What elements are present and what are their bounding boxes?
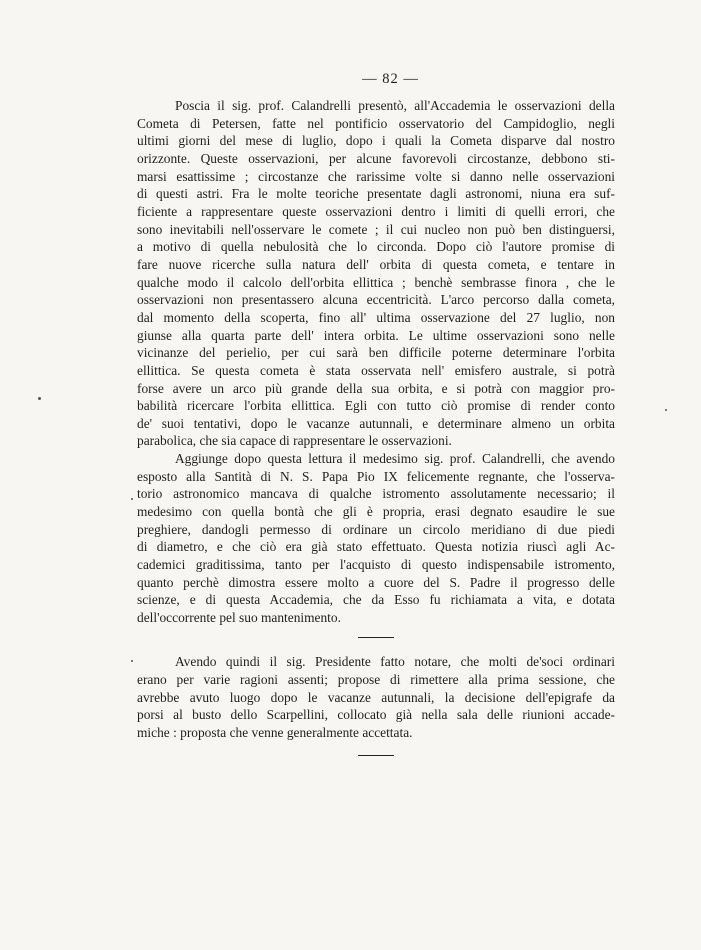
text-line: Poscia il sig. prof. Calandrelli presentò, all'Accademia le osservazioni della [175,98,615,113]
text-line: preghiere, dandogli permesso di ordinare un circolo meridiano di due piedi [137,521,615,537]
text-line: sono inevitabili nell'osservare le comete ; il cui nucleo non può ben distinguersi, [137,221,615,237]
text-line: a motivo di quella nebulosità che lo circonda. Dopo ciò l'autore promise di [137,239,615,255]
paragraph-calandrelli-comet [137,97,615,450]
text-line: parabolica, che sia capace di rappresentare le osservazioni. [137,433,452,449]
text-line: Aggiunge dopo questa lettura il medesimo sig. prof. Calandrelli, che avendo [175,451,615,467]
paper-speck [131,498,133,500]
text-line: porsi al busto dello Scarpellini, collocato già nella sala delle riunioni accade- [137,707,615,723]
text-line: marsi esattissime ; circostanze che rarissime volte si danno nelle osservazioni [137,168,615,184]
text-line: Cometa di Petersen, fatte nel pontificio osservatorio del Campidoglio, negli [137,115,615,131]
text-line: esposto alla Santità di N. S. Papa Pio IX felicemente regnante, che l'osserva- [137,468,615,484]
page-number: — 82 — [362,71,419,87]
text-line: orizzonte. Queste osservazioni, per alcune favorevoli circostanze, debbono sti- [137,150,615,166]
paragraph-meridian-circle [137,450,615,627]
text-line: di questi astri. Fra le molte teoriche presentate dagli astronomi, niuna era suf- [137,186,615,202]
text-line: quanto perchè dimostra essere molto a cuore del S. Padre il progresso delle [137,574,615,590]
text-line: di diametro, e che ciò era già stato effettuato. Questa notizia riuscì agli Ac- [137,539,615,555]
text-line: forse avere un arco più grande della sua orbita, e si potrà con maggior pro- [137,380,615,396]
text-line: de' suoi tentativi, dopo le vacanze autunnali, e determinare almeno un orbita [137,415,615,431]
text-line: ellittica. Se questa cometa è stata osservata nell' emisfero australe, si potrà [137,362,615,378]
text-line: qualche modo il calcolo dell'orbita ellittica ; benchè sembrasse finora , che le [137,274,615,290]
text-line: dell'occorrente pel suo mantenimento. [137,610,341,626]
text-line: torio astronomico mancava di qualche istromento assolutamente necessario; il [137,486,615,502]
text-line: giunse alla quarta parte dell' intera orbita. Le ultime osservazioni sono nelle [137,327,615,343]
text-line: scienze, e di questa Accademia, che da Esso fu richiamata a vita, e dotata [137,592,615,608]
paper-speck [131,660,133,662]
paper-speck [665,409,667,411]
text-line: ultimi giorni del mese di luglio, dopo i quali la Cometa disparve dal nostro [137,133,615,149]
paragraph-scarpellini-epigraph [137,653,615,741]
text-line: avrebbe avuto luogo dopo le vacanze autunnali, la decisione dell'epigrafe da [137,689,615,705]
text-line: ficiente a rappresentare queste osservazioni dentro i limiti di quelli errori, che [137,203,615,219]
text-line: erano per varie ragioni assenti; propose di rimettere alla prima sessione, che [137,671,615,687]
text-line: fare nuove ricerche sulla natura dell' orbita di questa cometa, e tentare in [137,256,615,272]
text-line: medesimo con quella bontà che gli è propria, erasi degnato esaudire le sue [137,504,615,520]
text-line: miche : proposta che venne generalmente accettata. [137,724,413,740]
text-line: cademici graditissima, tanto per l'acquisto di questo indispensabile istromento, [137,557,615,573]
end-divider [358,755,394,757]
text-line: babilità ricercare l'orbita ellittica. Egli con tutto ciò promise di render conto [137,398,615,414]
paper-speck [38,397,41,400]
text-line: osservazioni non presentassero alcuna eccentricità. L'arco percorso dalla cometa, [137,292,615,308]
text-line: vicinanze del perielio, per cui sarà ben difficile poterne determinare l'orbita [137,345,615,361]
text-line: dal momento della scoperta, fino all' ultima osservazione del 27 luglio, non [137,309,615,325]
text-line: Avendo quindi il sig. Presidente fatto notare, che molti de'soci ordinari [175,654,615,670]
page-body [137,97,615,756]
section-divider [358,637,394,639]
